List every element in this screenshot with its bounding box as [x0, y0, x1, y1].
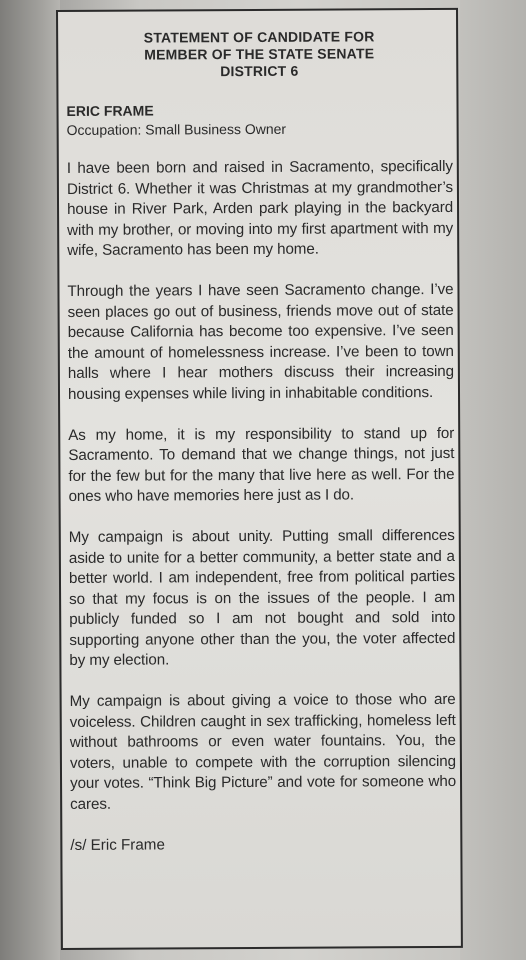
statement-paragraph-2: Through the years I have seen Sacramento change. I’ve seen places go out of business, friends move out of state because California has become too expensive. I’ve seen the amount of homelessness increase. I’ve been to town halls where I hear mothers discuss their increasing housing expenses while living in inhabitable conditions.: [67, 280, 454, 403]
adjacent-page-left: [0, 0, 60, 960]
statement-paragraph-3: As my home, it is my responsibility to stand up for Sacramento. To demand that we change things, not just for the few but for the many that live here as well. For the ones who have memories here just as I do.: [68, 424, 455, 506]
title-line-1: STATEMENT OF CANDIDATE FOR: [143, 28, 375, 46]
statement-title: [66, 28, 452, 81]
statement-paragraph-4: My campaign is about unity. Putting small differences aside to unite for a better community, a better state and a better world. I am independent, free from political parties so that my focus is on the issues of the people. I am publicly funded so I am not bought and sold into supporting anyone other than the you, the voter affected by my election.: [68, 526, 456, 670]
title-line-2: MEMBER OF THE STATE SENATE: [144, 45, 375, 63]
statement-content: [66, 28, 456, 856]
candidate-statement-box: [56, 8, 463, 950]
statement-paragraph-1: I have been born and raised in Sacramento, specifically District 6. Whether it was Christmas at my grandmother’s house in River Park, Arden park playing in the backyard with my brother, or moving into my first apartment with my wife, Sacramento has been my home.: [66, 157, 454, 260]
statement-paragraph-5: My campaign is about giving a voice to those who are voiceless. Children caught in sex trafficking, homeless left without bathrooms or even water fountains. You, the voters, unable to compete with the corruption silencing your votes. “Think Big Picture” and vote for someone who cares.: [69, 690, 457, 813]
title-line-3: DISTRICT 6: [220, 62, 299, 80]
candidate-signature: /s/ Eric Frame: [70, 836, 165, 854]
candidate-occupation: Occupation: Small Business Owner: [66, 120, 287, 138]
adjacent-page-right: [460, 0, 526, 960]
candidate-name: ERIC FRAME: [66, 102, 154, 119]
